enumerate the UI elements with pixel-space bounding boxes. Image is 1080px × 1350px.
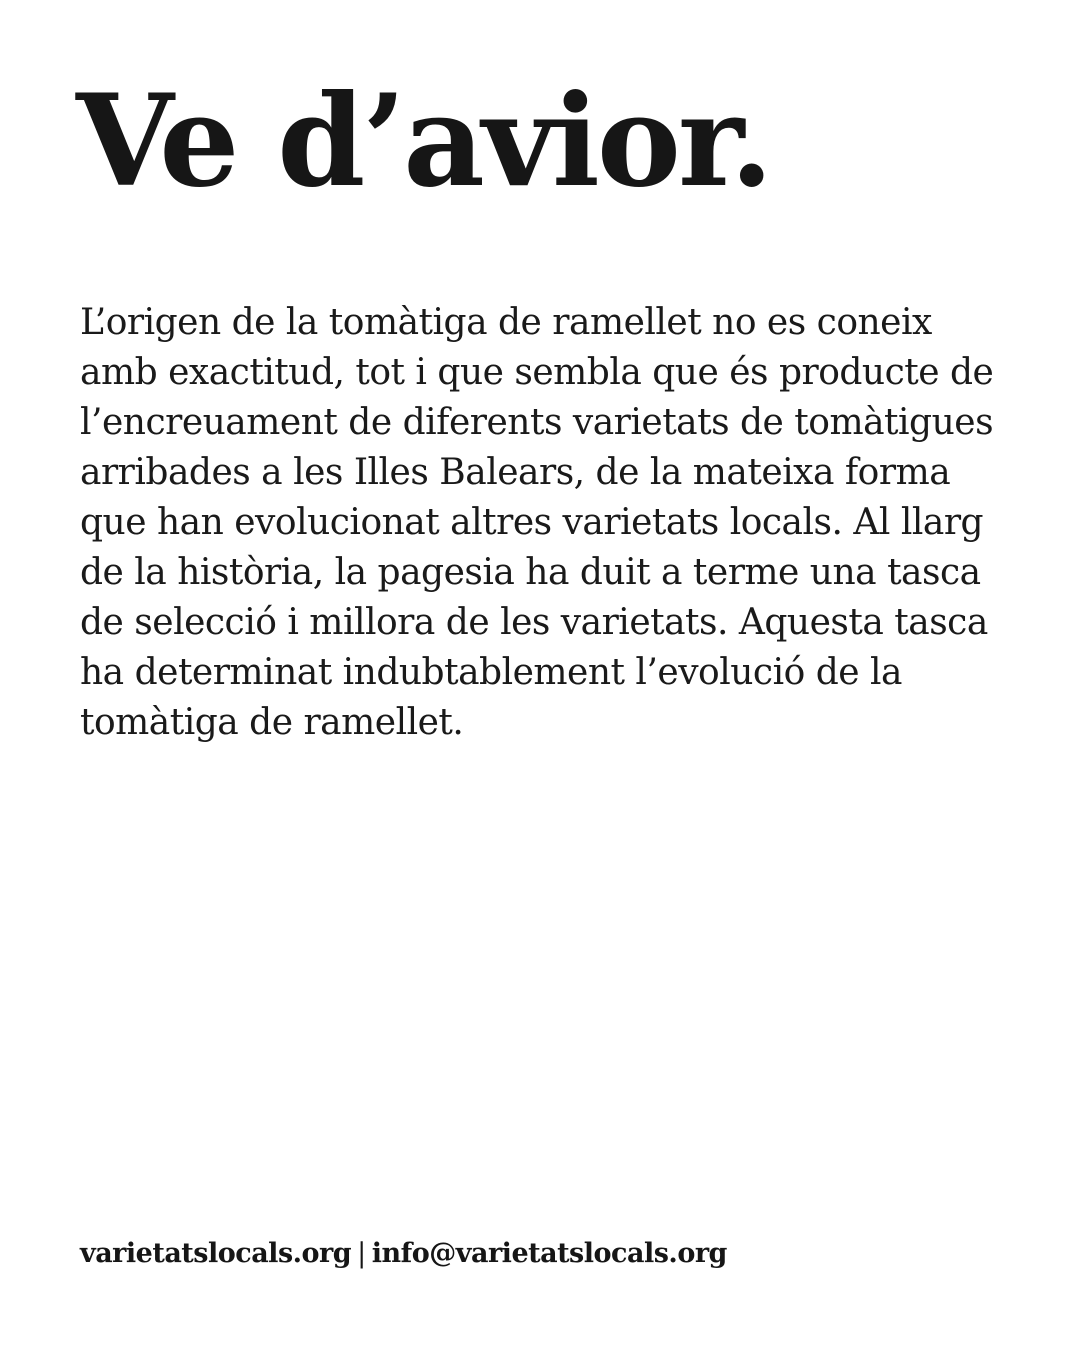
body-paragraph (80, 298, 1010, 748)
paragraph-line: ha determinat indubtablement l’evolució de la (80, 652, 902, 693)
paragraph-line: L’origen de la tomàtiga de ramellet no es coneix (80, 302, 932, 343)
paragraph-line: de selecció i millora de les varietats. Aquesta tasca (80, 602, 988, 643)
page-title: Ve d’avior. (76, 67, 771, 215)
paragraph-line: arribades a les Illes Balears, de la mateixa forma (80, 452, 951, 493)
paragraph-line: amb exactitud, tot i que sembla que és producte de (80, 352, 994, 393)
footer-separator: | (357, 1238, 366, 1269)
footer-email: info@varietatslocals.org (371, 1238, 727, 1269)
paragraph-line: que han evolucionat altres varietats locals. Al llarg (80, 502, 984, 543)
footer (80, 1238, 727, 1269)
paragraph-line: de la història, la pagesia ha duit a terme una tasca (80, 552, 981, 593)
paragraph-line: l’encreuament de diferents varietats de tomàtigues (80, 402, 994, 443)
paragraph-line: tomàtiga de ramellet. (80, 702, 464, 743)
footer-website: varietatslocals.org (80, 1238, 352, 1269)
